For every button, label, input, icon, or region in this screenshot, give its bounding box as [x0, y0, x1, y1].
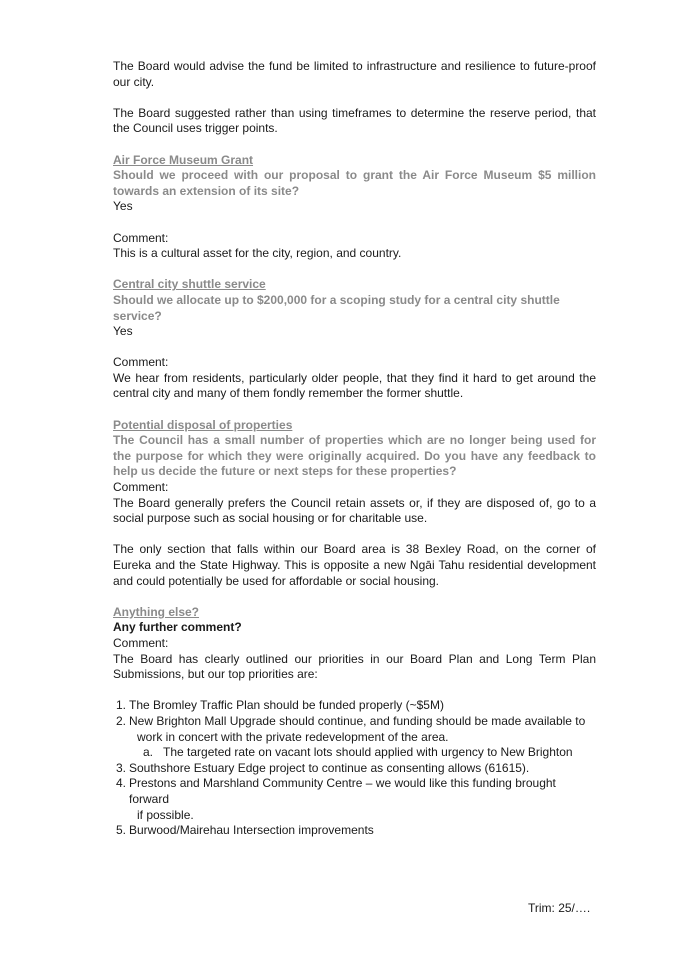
answer: Yes: [113, 199, 133, 214]
list-item: [113, 698, 596, 714]
list-number: 2.: [116, 713, 127, 728]
question: The Council has a small number of properties which are no longer being used for the purpose for which they were originally acquired. Do you have any feedback to help us decide the future or next steps for these properties?: [113, 433, 596, 479]
comment-text: We hear from residents, particularly older people, that they find it hard to get around the central city and many of them fondly remember the former shuttle.: [113, 370, 596, 401]
question: Any further comment?: [113, 620, 242, 635]
comment-text: The only section that falls within our Board area is 38 Bexley Road, on the corner of Eureka and the State Highway. This is opposite a new Ngāi Tahu residential development and could potentially be used for affordable or social housing.: [113, 542, 596, 588]
list-number: 3.: [116, 760, 127, 775]
list-text: The targeted rate on vacant lots should applied with urgency to New Brighton: [163, 745, 573, 760]
section-title-properties: Potential disposal of properties: [113, 417, 293, 432]
section-title-shuttle: Central city shuttle service: [113, 277, 266, 292]
list-item: [113, 823, 596, 839]
list-text: if possible.: [137, 807, 194, 822]
answer: Yes: [113, 324, 133, 339]
comment-text: The Board generally prefers the Council retain assets or, if they are disposed of, go to a social purpose such as social housing or for charitable use.: [113, 495, 596, 526]
list-text: The Bromley Traffic Plan should be funded properly (~$5M): [129, 698, 444, 713]
list-text: work in concert with the private redevelopment of the area.: [137, 729, 449, 744]
document-body: [113, 59, 596, 839]
list-item: [113, 776, 596, 823]
comment-label: Comment:: [113, 480, 169, 495]
question: Should we proceed with our proposal to grant the Air Force Museum $5 million towards an extension of its site?: [113, 168, 596, 198]
question: Should we allocate up to $200,000 for a scoping study for a central city shuttle service?: [113, 292, 560, 323]
list-number: 1.: [116, 698, 127, 713]
comment-label: Comment:: [113, 355, 169, 370]
list-number: a.: [143, 745, 154, 760]
list-item: [113, 761, 596, 777]
list-sub-item: [113, 745, 596, 761]
priorities-list: [113, 698, 596, 838]
section-title-anything-else: Anything else?: [113, 604, 200, 619]
list-number: 5.: [116, 823, 127, 838]
comment-label: Comment:: [113, 230, 169, 245]
comment-text: This is a cultural asset for the city, region, and country.: [113, 246, 402, 261]
list-text: Burwood/Mairehau Intersection improvements: [129, 823, 374, 838]
list-text: Prestons and Marshland Community Centre – we would like this funding brought forward: [129, 776, 556, 806]
paragraph: The Board would advise the fund be limited to infrastructure and resilience to future-proof our city.: [113, 59, 596, 89]
list-text: Southshore Estuary Edge project to continue as consenting allows (61615).: [129, 760, 530, 775]
section-title-air-force-museum: Air Force Museum Grant: [113, 152, 254, 167]
comment-label: Comment:: [113, 635, 169, 650]
list-item: [113, 714, 596, 745]
trim-reference: Trim: 25/….: [528, 901, 591, 915]
list-text: New Brighton Mall Upgrade should continue, and funding should be made available to: [129, 713, 586, 728]
list-number: 4.: [116, 776, 127, 791]
paragraph: The Board suggested rather than using timeframes to determine the reserve period, that the Council uses trigger points.: [113, 105, 596, 136]
comment-text: The Board has clearly outlined our priorities in our Board Plan and Long Term Plan Submissions, but our top priorities are:: [113, 651, 596, 682]
